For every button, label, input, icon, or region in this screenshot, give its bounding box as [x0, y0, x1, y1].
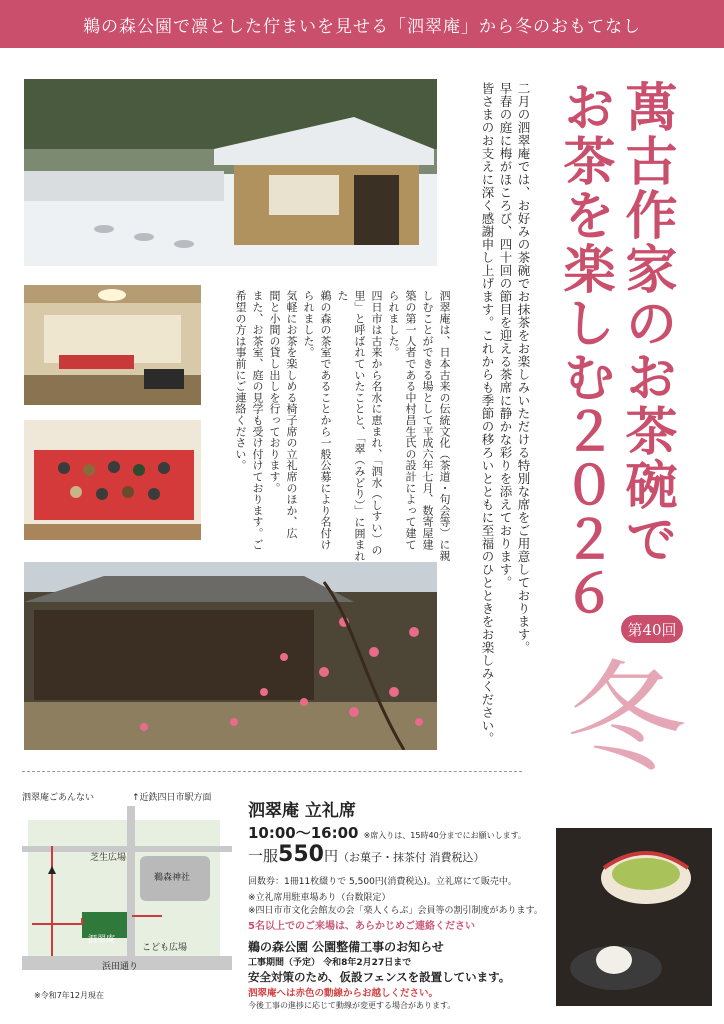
desc-line: られました。: [302, 290, 315, 358]
venue-price-row: [248, 842, 484, 867]
title-column-1: 萬古作家のお茶碗で: [616, 80, 677, 566]
group-notice: 5名以上でのご来場は、あらかじめご連絡ください: [248, 921, 475, 932]
price-value: 550: [278, 842, 324, 867]
lead-line: 早春の庭に梅がほころび、四十回の節目を迎える茶席に静かな彩りを添えております。: [498, 82, 513, 589]
divider: [22, 771, 522, 772]
venue-name: 泗翠庵 立礼席: [248, 801, 356, 821]
desc-line: 築の第一人者である中村昌生氏の設計によって建て: [404, 290, 417, 550]
map-title: 泗翠庵ごあんない: [22, 793, 95, 803]
notice-footnote: 今後工事の進捗に応じて動線が変更する場合があります。: [248, 1001, 456, 1010]
season-character: 冬: [566, 650, 686, 789]
venue-hours-row: [248, 822, 526, 843]
desc-line: 希望の方は事前にご連絡ください。: [234, 290, 247, 471]
notice-period: 令和8年2月27日まで: [323, 958, 412, 968]
desc-line: また、お茶室、庭の見学も受け付けております。ご: [251, 290, 264, 550]
desc-line: 四日市は古来から名水に恵まれ、「泗水（しすい）の: [370, 290, 383, 556]
notice-period-row: [248, 955, 411, 968]
price-prefix: 一服: [248, 847, 279, 865]
photo-plum-blossoms: [24, 562, 437, 750]
notice-warning: 泗翠庵へは赤色の動線からお越しください。: [248, 988, 439, 999]
price-note: （お菓子・抹茶付 消費税込）: [337, 851, 485, 864]
access-map: [22, 790, 232, 1005]
discount-info: ※四日市市文化会館友の会「楽人くらぶ」会員等の割引制度があります。: [248, 906, 543, 916]
map-note: ※令和7年12月現在: [34, 991, 104, 1000]
notice-title: 鵜の森公園 公園整備工事のお知らせ: [248, 940, 444, 954]
map-label-plaza1: 芝生広場: [90, 853, 127, 863]
description-text: [232, 290, 453, 562]
lead-line: 皆さまのお支えに深く感謝申し上げます。これからも季節の移ろいとともに至福のひとときをお楽しみください。: [480, 82, 495, 745]
ticket-info: 回数券：1冊11枚綴りで 5,500円(消費税込)。立礼席にて販売中。: [248, 877, 517, 887]
desc-line: られました。: [387, 290, 400, 358]
desc-line: 間と小間の貸し出しを行っております。: [268, 290, 281, 494]
photo-tea-sweets: [556, 828, 712, 1006]
desc-line: 気軽にお茶を楽しめる椅子席の立礼席のほか、広: [285, 290, 298, 539]
desc-line: しむことができる場として平成六年七月、数寄屋建: [421, 290, 434, 550]
map-label-street: 浜田通り: [102, 962, 139, 972]
header-banner: 鵜の森公園で凛とした佇まいを見せる「泗翠庵」から冬のおもてなし: [0, 0, 724, 48]
notice-main: 安全対策のため、仮設フェンスを設置しています。: [248, 970, 511, 984]
map-direction: ↑近鉄四日市駅方面: [132, 793, 212, 803]
map-label-teahouse: 泗翠庵: [88, 935, 116, 945]
photo-snow-teahouse: [24, 79, 437, 266]
map-label-plaza2: こども広場: [142, 943, 188, 953]
lead-text: [478, 82, 532, 762]
photo-tea-bowls: [24, 420, 201, 540]
notice-period-label: 工事期間（予定）: [248, 958, 321, 968]
venue-hours: 10:00〜16:00: [248, 824, 359, 842]
venue-hours-note: ※席入りは、15時40分までにお願いします。: [363, 831, 527, 840]
parking-info: ※立礼席用駐車場あり（台数限定）: [248, 893, 391, 903]
desc-line: 泗翠庵は、日本古来の伝統文化（茶道・句会等）に親: [438, 290, 451, 562]
desc-line: 里」と呼ばれていたことと、「翠（みどり）」に囲まれた: [336, 290, 366, 562]
map-label-shrine: 鵜森神社: [154, 873, 191, 883]
price-unit: 円: [323, 849, 338, 865]
title-column-2: お茶を楽しむ２０２６: [554, 80, 615, 620]
photo-interior-room: [24, 285, 201, 405]
lead-line: 二月の泗翠庵では、お好みの茶碗でお抹茶をお楽しみいただける特別な席をご用意しております。: [516, 82, 531, 654]
desc-line: 鵜の森の茶室であることから一般公募により名付け: [319, 290, 332, 550]
edition-badge: 第40回: [621, 615, 683, 643]
